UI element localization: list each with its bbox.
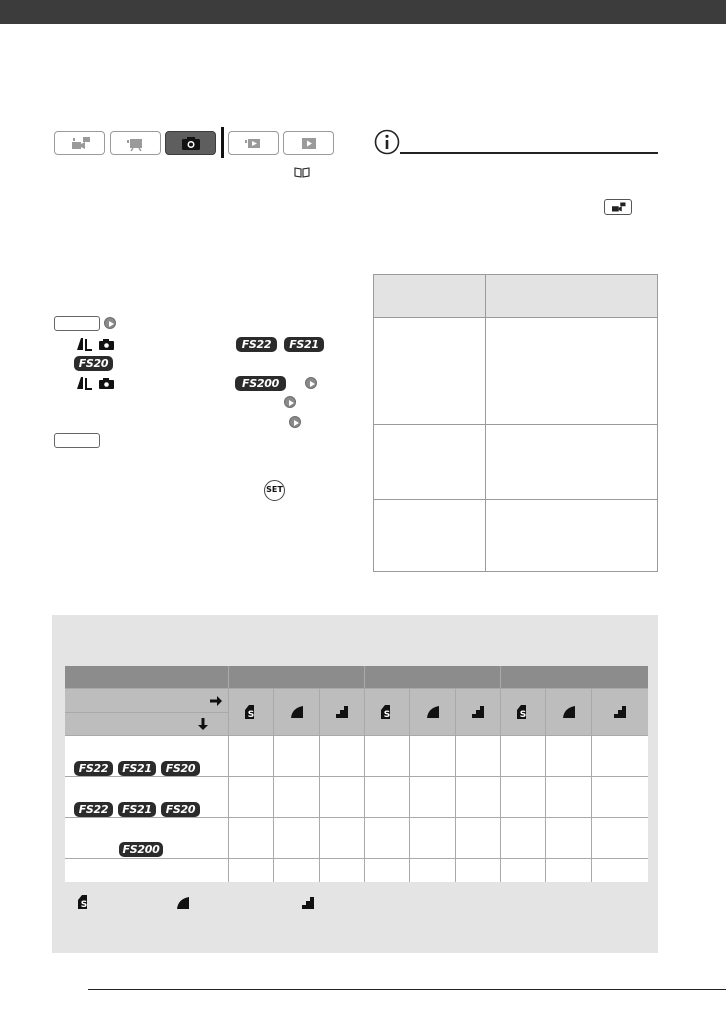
table-subheader-cell	[65, 689, 229, 713]
table-row-label	[65, 736, 229, 777]
table-header-cell	[229, 666, 365, 689]
model-badge-fs22: FS22	[74, 802, 113, 817]
model-badge-fs20: FS20	[161, 802, 200, 817]
superfine-quality-cell	[229, 689, 274, 736]
table-subheader-cell	[65, 713, 229, 736]
table-header-cell	[65, 666, 229, 689]
table-value-cell	[410, 736, 456, 777]
dual-shot-badge	[604, 199, 632, 215]
fine-quality-cell	[410, 689, 456, 736]
photo-quality-icons	[74, 337, 116, 351]
table-value-cell	[410, 818, 456, 859]
photo-playback-icon	[298, 135, 320, 151]
table-divider	[374, 499, 657, 500]
superfine-quality-icon	[245, 705, 257, 719]
table-value-cell	[274, 818, 320, 859]
table-row-label	[65, 818, 229, 859]
table-value-cell	[229, 777, 274, 818]
photo-quality-icons	[74, 376, 116, 390]
movie-record-mode-button	[110, 131, 161, 155]
table-value-cell	[229, 818, 274, 859]
model-badge-fs20: FS20	[74, 356, 113, 371]
table-value-cell	[320, 859, 365, 882]
table-value-cell	[320, 777, 365, 818]
fine-quality-icon	[291, 706, 303, 718]
dual-shot-mode-icon	[68, 135, 92, 151]
table-value-cell	[456, 777, 501, 818]
dual-shot-mode-button	[54, 131, 105, 155]
table-divider	[374, 424, 657, 425]
table-divider	[374, 317, 657, 318]
table-value-cell	[320, 736, 365, 777]
table-value-cell	[456, 736, 501, 777]
normal-quality-cell	[320, 689, 365, 736]
step-arrow-icon	[104, 317, 116, 329]
table-value-cell	[456, 818, 501, 859]
table-value-cell	[229, 859, 274, 882]
superfine-quality-icon	[78, 895, 90, 909]
table-value-cell	[501, 818, 546, 859]
fine-quality-cell	[546, 689, 592, 736]
movie-playback-mode-button	[228, 131, 279, 155]
page-footer-rule	[88, 989, 726, 990]
table-column-divider	[485, 275, 486, 571]
model-badge-fs200: FS200	[119, 842, 163, 857]
table-value-cell	[592, 859, 648, 882]
table-value-cell	[592, 736, 648, 777]
movie-record-icon	[124, 135, 148, 151]
table-value-cell	[501, 859, 546, 882]
table-value-cell	[501, 777, 546, 818]
table-value-cell	[274, 736, 320, 777]
superfine-quality-icon	[381, 705, 393, 719]
info-note-rule	[400, 152, 658, 154]
photo-record-icon	[180, 135, 202, 151]
fine-quality-icon	[563, 706, 575, 718]
svg-text:S: S	[247, 710, 255, 719]
book-reference-icon	[294, 167, 310, 178]
fine-quality-icon	[177, 896, 189, 910]
superfine-quality-cell	[365, 689, 410, 736]
table-value-cell	[592, 777, 648, 818]
info-note-icon	[374, 129, 400, 155]
table-value-cell	[274, 777, 320, 818]
step-arrow-icon	[284, 396, 296, 408]
table-value-cell	[365, 736, 410, 777]
dual-shot-mode-icon	[609, 201, 627, 213]
table-value-cell	[365, 859, 410, 882]
table-value-cell	[456, 859, 501, 882]
normal-quality-icon	[336, 706, 348, 718]
table-value-cell	[365, 818, 410, 859]
svg-text:S: S	[80, 900, 88, 909]
fine-quality-cell	[274, 689, 320, 736]
model-badge-fs21: FS21	[284, 337, 324, 352]
svg-text:S: S	[519, 710, 527, 719]
normal-quality-cell	[456, 689, 501, 736]
movie-playback-icon	[242, 135, 266, 151]
arrow-down-icon	[198, 718, 208, 730]
table-value-cell	[410, 777, 456, 818]
table-value-cell	[546, 736, 592, 777]
photo-record-mode-button	[165, 131, 216, 155]
info-table	[373, 274, 658, 572]
func-button-key	[54, 316, 100, 331]
normal-quality-cell	[592, 689, 648, 736]
step-arrow-icon	[289, 416, 301, 428]
set-button-icon: SET	[264, 480, 285, 501]
arrow-right-icon	[210, 696, 222, 706]
model-badge-fs22: FS22	[236, 337, 277, 352]
fine-quality-icon	[427, 706, 439, 718]
table-value-cell	[365, 777, 410, 818]
table-header-cell	[501, 666, 648, 689]
table-value-cell	[546, 777, 592, 818]
capacity-table	[65, 666, 648, 882]
mode-separator	[221, 127, 224, 158]
page-header-bar	[0, 0, 726, 24]
table-value-cell	[501, 736, 546, 777]
model-badge-fs200: FS200	[235, 376, 286, 391]
table-row-label	[65, 859, 229, 882]
table-value-cell	[274, 859, 320, 882]
model-badge-fs22: FS22	[74, 761, 113, 776]
photo-playback-mode-button	[283, 131, 334, 155]
table-value-cell	[320, 818, 365, 859]
normal-quality-icon	[614, 706, 626, 718]
func-button-key	[54, 433, 100, 448]
table-value-cell	[546, 859, 592, 882]
table-value-cell	[410, 859, 456, 882]
table-value-cell	[546, 818, 592, 859]
table-value-cell	[592, 818, 648, 859]
svg-text:S: S	[383, 710, 391, 719]
table-header-cell	[365, 666, 501, 689]
superfine-quality-icon	[517, 705, 529, 719]
normal-quality-icon	[302, 896, 314, 910]
normal-quality-icon	[472, 706, 484, 718]
table-value-cell	[229, 736, 274, 777]
info-table-header	[374, 275, 657, 317]
table-row-label	[65, 777, 229, 818]
model-badge-fs20: FS20	[161, 761, 200, 776]
superfine-quality-cell	[501, 689, 546, 736]
model-badge-fs21: FS21	[118, 761, 156, 776]
model-badge-fs21: FS21	[118, 802, 156, 817]
step-arrow-icon	[305, 377, 317, 389]
